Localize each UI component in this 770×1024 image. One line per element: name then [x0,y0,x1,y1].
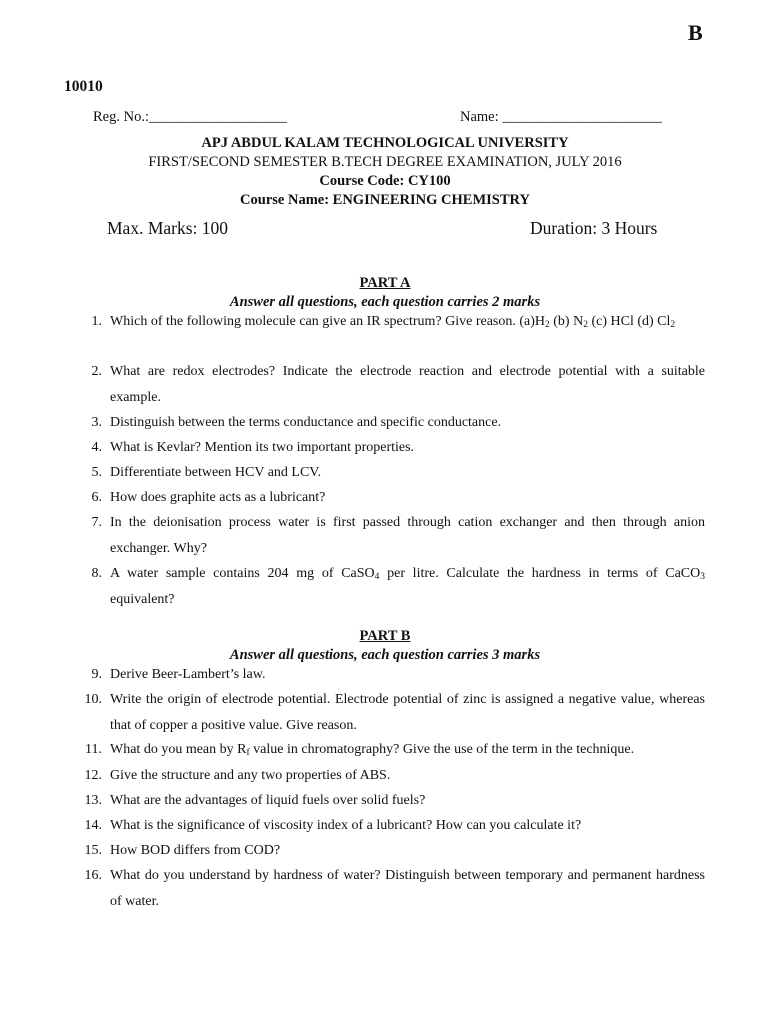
question [72,309,705,335]
university-name: APJ ABDUL KALAM TECHNOLOGICAL UNIVERSITY [201,135,569,151]
duration: Duration: 3 Hours [530,218,658,238]
question [72,863,705,914]
exam-title: FIRST/SECOND SEMESTER B.TECH DEGREE EXAMINATION, JULY 2016 [148,154,622,170]
question [72,763,705,789]
question-text: What is Kevlar? Mention its two important properties. [110,440,415,455]
question-text: How does graphite acts as a lubricant? [110,490,326,505]
question-number: 16. [84,868,102,883]
question-number: 5. [91,465,102,480]
paper-series: B [688,20,703,45]
question-number: 7. [91,515,102,530]
question [72,485,705,511]
question-number: 4. [91,440,102,455]
question [72,838,705,864]
question-number: 12. [84,768,102,783]
course-name: Course Name: ENGINEERING CHEMISTRY [240,192,530,208]
question-number: 15. [84,843,102,858]
question [72,737,705,763]
question-text: What are redox electrodes? Indicate the electrode reaction and electrode potential with a suitable example. [110,364,705,405]
question-text: Give the structure and any two properties of ABS. [110,768,391,783]
reg-no-field: Reg. No.:___________________ [93,109,287,125]
question [72,813,705,839]
question-text: Which of the following molecule can give an IR spectrum? Give reason. $(a)H_2$ (b) $N_2$ (c) HCl (d) $Cl_2$ [110,314,676,330]
question-number: 1. [91,314,102,329]
question-text: What do you mean by $R_f$ value in chromatography? Give the use of the term in the technique. [110,742,635,758]
question-text: What are the advantages of liquid fuels over solid fuels? [110,793,426,808]
question [72,435,705,461]
question [72,788,705,814]
question-text: Derive Beer-Lambert’s law. [110,667,266,682]
question [72,662,705,688]
course-code: Course Code: CY100 [319,173,451,189]
question-number: 6. [91,490,102,505]
question-number: 8. [91,566,102,581]
question-number: 14. [84,818,102,833]
question-number: 13. [84,793,102,808]
max-marks: Max. Marks: 100 [107,218,229,238]
question-number: 10. [84,692,102,707]
name-field: Name: ______________________ [460,109,662,125]
question-text: A water sample contains 204 mg of CaSO$_4$ per litre. Calculate the hardness in terms of CaCO$_3$ equivalent? [110,566,705,607]
question [72,460,705,486]
question [72,510,705,561]
question [72,410,705,436]
question-text: What is the significance of viscosity index of a lubricant? How can you calculate it? [110,818,582,833]
question-number: 3. [91,415,102,430]
question-number: 2. [91,364,102,379]
question-text: Distinguish between the terms conductance and specific conductance. [110,415,502,430]
question-text: How BOD differs from COD? [110,843,281,858]
question-text: In the deionisation process water is first passed through cation exchanger and then through anion exchanger. Why? [110,515,705,556]
part-b-instruction: Answer all questions, each question carries 3 marks [229,647,541,663]
part-a-instruction: Answer all questions, each question carries 2 marks [229,294,541,310]
question-text: What do you understand by hardness of water? Distinguish between temporary and permanent hardness of water. [110,868,705,909]
question-number: 9. [91,667,102,682]
part-b-title: PART B [359,628,411,644]
part-a-title: PART A [359,275,411,291]
paper-code: 10010 [64,78,103,95]
question [72,561,705,612]
question-text: Write the origin of electrode potential. Electrode potential of zinc is assigned a negative value, whereas that of copper a positive value. Give reason. [110,692,705,733]
question [72,687,705,738]
question [72,359,705,410]
question-number: 11. [85,742,102,757]
question-text: Differentiate between HCV and LCV. [110,465,322,480]
